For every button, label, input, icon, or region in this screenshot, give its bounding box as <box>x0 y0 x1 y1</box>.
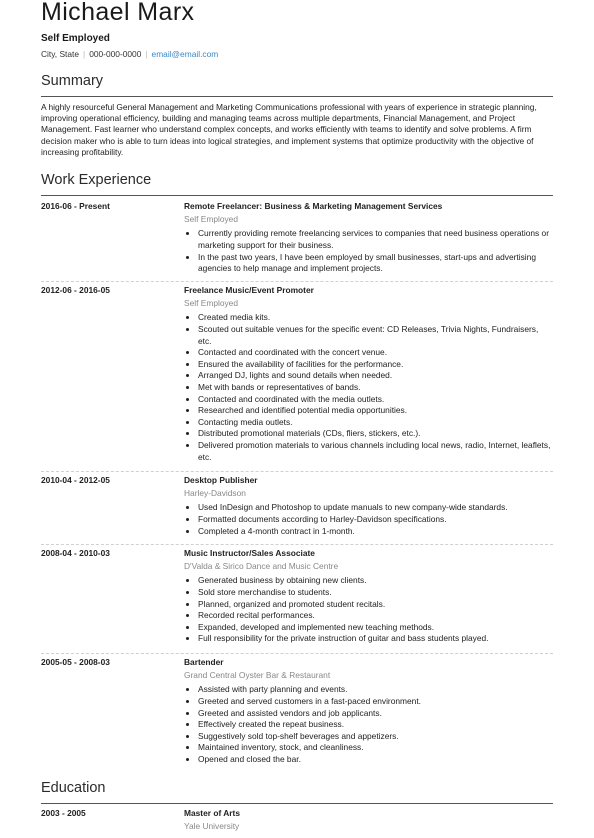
email-link[interactable]: email@email.com <box>151 49 219 59</box>
phone-text: 000-000-0000 <box>89 49 142 59</box>
work-entry-employer: Grand Central Oyster Bar & Restaurant <box>184 670 331 681</box>
education-entry-body <box>184 808 553 832</box>
work-entry-bullets <box>184 684 553 765</box>
work-entry-role: Desktop Publisher <box>184 475 258 485</box>
work-entry-role: Freelance Music/Event Promoter <box>184 285 314 295</box>
work-entry-bullet: • Ensured the availability of facilities for the performance. <box>198 359 553 371</box>
work-entry-bullets <box>184 502 553 537</box>
work-entry-body <box>184 475 553 537</box>
work-entry-bullet: • Contacted and coordinated with the concert venue. <box>198 347 553 359</box>
work-entry-bullets <box>184 228 553 274</box>
work-entry-bullet: • Met with bands or representatives of bands. <box>198 382 553 394</box>
entry-divider <box>41 471 553 472</box>
work-entry-bullet: • Greeted and served customers in a fast-paced environment. <box>198 696 553 708</box>
entry-divider <box>41 281 553 282</box>
work-entry-bullet: • Effectively created the repeat business. <box>198 719 553 731</box>
work-entry-bullet: • Distributed promotional materials (CDs, fliers, stickers, etc.). <box>198 428 553 440</box>
work-entry-bullet: • Greeted and assisted vendors and job applicants. <box>198 708 553 720</box>
contact-line <box>41 49 218 60</box>
work-entry-bullet: • Contacting media outlets. <box>198 417 553 429</box>
work-entry-employer: D'Valda & Sirico Dance and Music Centre <box>184 561 339 572</box>
work-entry-bullet: • Researched and identified potential media opportunities. <box>198 405 553 417</box>
work-experience-heading: Work Experience <box>41 172 152 188</box>
work-entry-bullet: • Planned, organized and promoted student recitals. <box>198 599 553 611</box>
work-entry-bullets <box>184 312 553 463</box>
work-entry-date: 2010-04 - 2012-05 <box>41 475 110 485</box>
entry-divider <box>41 653 553 654</box>
summary-heading: Summary <box>41 73 104 89</box>
summary-text: A highly resourceful General Management and Marketing Communications professional with years of experience in strategic planning, improving operational efficiency, building and managing teams across multiple departments, Financial Management, and Project Management. Fast learner who understand complex concepts, and works efficiently with teams to identify and solve problems. A firm decision maker who is able to turn ideas into logical strategies, and implement systems that optimize productivity with the objective of increasing profitability. <box>41 102 537 157</box>
work-entry-bullet: • Sold store merchandise to students. <box>198 587 553 599</box>
work-entry-bullet: • Suggestively sold top-shelf beverages and appetizers. <box>198 731 553 743</box>
candidate-headline: Self Employed <box>41 33 110 44</box>
education-heading: Education <box>41 780 106 796</box>
work-entry-bullet: • Formatted documents according to Harley-Davidson specifications. <box>198 514 553 526</box>
work-entry-bullet: • Expanded, developed and implemented new teaching methods. <box>198 622 553 634</box>
education-entry-school: Yale University <box>184 821 240 832</box>
work-entry-bullet: • Opened and closed the bar. <box>198 754 553 766</box>
education-entry-degree: Master of Arts <box>184 808 240 818</box>
work-entry-body <box>184 201 553 275</box>
entry-divider <box>41 544 553 545</box>
work-entry-role: Music Instructor/Sales Associate <box>184 548 315 558</box>
work-entry-bullet: • Full responsibility for the private instruction of guitar and bass students played. <box>198 633 553 645</box>
work-entry-date: 2005-05 - 2008-03 <box>41 657 110 667</box>
work-entry-date: 2016-06 - Present <box>41 201 110 211</box>
contact-separator: | <box>83 49 86 59</box>
work-entry-role: Remote Freelancer: Business & Marketing Management Services <box>184 201 443 211</box>
education-entry-date: 2003 - 2005 <box>41 808 86 818</box>
work-entry-body <box>184 657 553 766</box>
work-entry-date: 2008-04 - 2010-03 <box>41 548 110 558</box>
contact-separator: | <box>145 49 148 59</box>
work-entry-employer: Self Employed <box>184 298 238 309</box>
work-entry-bullet: • Currently providing remote freelancing services to companies that need business operations or marketing support for their business. <box>198 228 553 251</box>
summary-rule <box>41 96 553 97</box>
work-entry-bullet: • Delivered promotion materials to various channels including local news, radio, Internet, leaflets, etc. <box>198 440 553 463</box>
work-entry-body <box>184 285 553 463</box>
work-entry-bullet: • Completed a 4-month contract in 1-month. <box>198 526 553 538</box>
work-entry-role: Bartender <box>184 657 224 667</box>
work-entry-date: 2012-06 - 2016-05 <box>41 285 110 295</box>
work-entry-bullet: • Recorded recital performances. <box>198 610 553 622</box>
work-entry-bullet: • Scouted out suitable venues for the specific event: CD Releases, Trivia Nights, Fundraisers, etc. <box>198 324 553 347</box>
work-entry-bullet: • Generated business by obtaining new clients. <box>198 575 553 587</box>
work-entry-bullet: • Contacted and coordinated with the media outlets. <box>198 394 553 406</box>
work-experience-rule <box>41 195 553 196</box>
work-entry-bullet: • Maintained inventory, stock, and cleanliness. <box>198 742 553 754</box>
work-entry-employer: Self Employed <box>184 214 238 225</box>
work-entry-bullet: • In the past two years, I have been employed by small businesses, start-ups and advertising agencies to help manage and implement projects. <box>198 252 553 275</box>
work-entry-body <box>184 548 553 645</box>
education-rule <box>41 803 553 804</box>
work-entry-bullet: • Arranged DJ, lights and sound details when needed. <box>198 370 553 382</box>
candidate-name: Michael Marx <box>41 0 195 26</box>
work-entry-bullet: • Created media kits. <box>198 312 553 324</box>
work-entry-bullet: • Assisted with party planning and events. <box>198 684 553 696</box>
location-text: City, State <box>41 49 80 59</box>
work-entry-employer: Harley-Davidson <box>184 488 246 499</box>
work-entry-bullet: • Used InDesign and Photoshop to update manuals to new company-wide standards. <box>198 502 553 514</box>
work-entry-bullets <box>184 575 553 645</box>
